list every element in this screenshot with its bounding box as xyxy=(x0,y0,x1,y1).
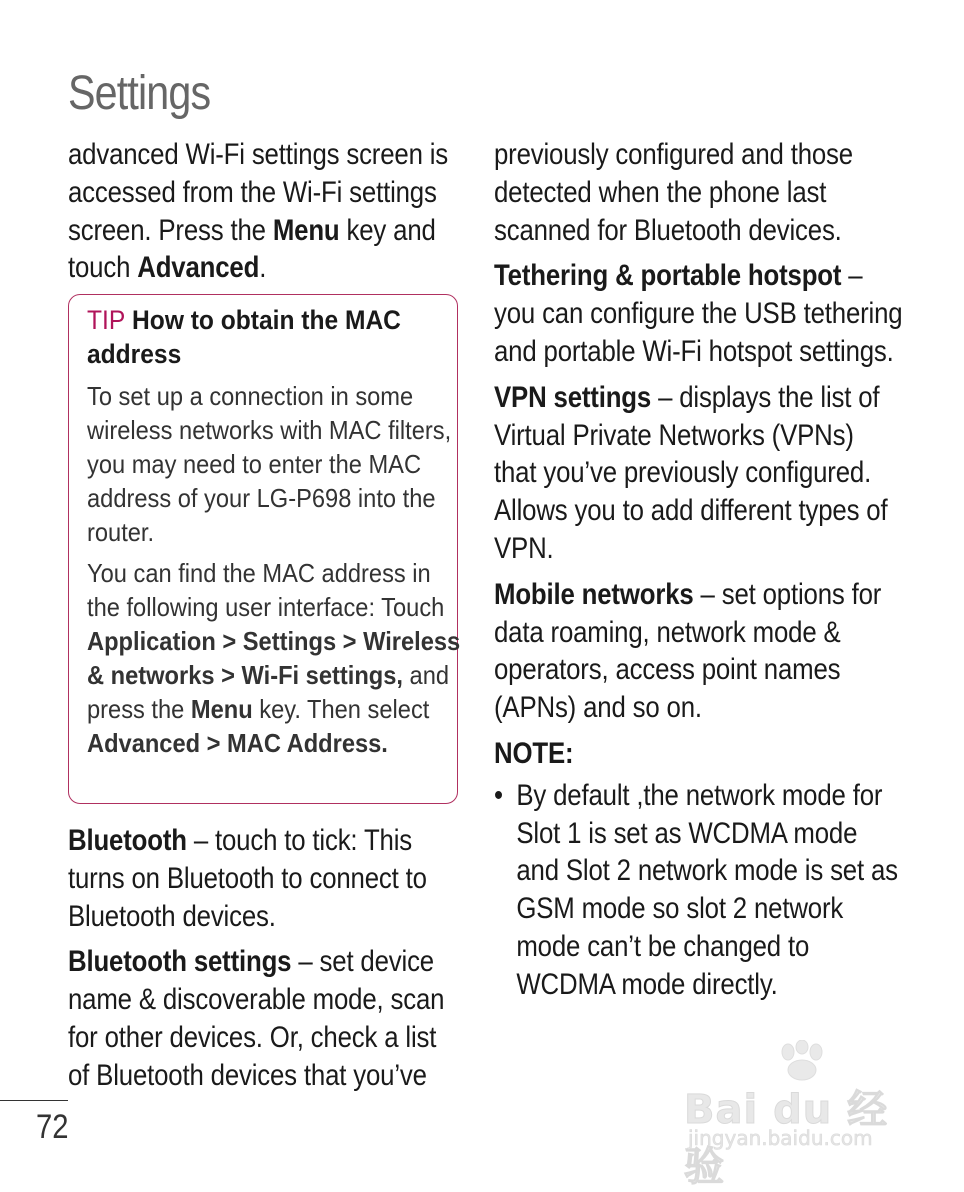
page-number: 72 xyxy=(36,1108,69,1146)
tip-box xyxy=(68,294,461,804)
tip-p2-pre: You can find the MAC address in the following user interface: Touch xyxy=(87,558,445,622)
menu-key-term: Menu xyxy=(272,213,340,247)
right-column xyxy=(494,136,904,1004)
tip-heading xyxy=(87,303,464,371)
bluetooth-settings-item xyxy=(68,943,463,1094)
vpn-term: VPN settings xyxy=(494,380,652,414)
watermark-brand: Bai du 经验 xyxy=(684,1087,889,1190)
tip-p2-mid2: key. Then select xyxy=(252,694,430,724)
intro-text-end: . xyxy=(259,251,267,285)
note-label-text: NOTE: xyxy=(494,736,574,770)
continued-paragraph: previously configured and those detected when the phone last scanned for Bluetooth devices. xyxy=(494,138,853,247)
tip-heading-text: How to obtain the MAC address xyxy=(87,305,401,369)
note-label xyxy=(494,735,903,773)
bluetooth-item xyxy=(68,822,463,935)
bluetooth-settings-desc: – set device name & discoverable mode, scan for other devices. Or, check a list of Bluetooth devices that you’ve xyxy=(68,945,445,1092)
note-text: By default ,the network mode for Slot 1 is set as WCDMA mode and Slot 2 network mode is set as GSM mode so slot 2 network mode can’t be changed to WCDMA mode directly. xyxy=(516,778,898,1001)
intro-paragraph xyxy=(68,136,463,287)
left-column xyxy=(68,136,464,295)
tip-p2-mid: and press the xyxy=(87,660,450,724)
left-column-bottom xyxy=(68,822,464,1103)
paw-icon xyxy=(774,1040,834,1082)
tip-settings-path: Application > Settings > Wireless & networks > Wi-Fi settings, xyxy=(87,626,461,690)
intro-text-mid: key and touch xyxy=(68,213,436,285)
advanced-term: Advanced xyxy=(137,251,260,285)
tethering-desc: – you can configure the USB tethering and portable Wi-Fi hotspot settings. xyxy=(494,259,903,368)
note-bullet-item xyxy=(494,777,903,1004)
mobile-networks-desc: – set options for data roaming, network mode & operators, access point names (APNs) and so on. xyxy=(494,577,882,725)
tip-mac-address-path: Advanced > MAC Address. xyxy=(87,728,388,758)
bluetooth-settings-term: Bluetooth settings xyxy=(68,945,292,979)
vpn-item xyxy=(494,379,903,568)
tethering-item xyxy=(494,257,903,370)
page-number-rule xyxy=(0,1100,68,1101)
bullet-icon: • xyxy=(494,778,503,812)
bluetooth-desc: – touch to tick: This turns on Bluetooth to connect to Bluetooth devices. xyxy=(68,824,427,933)
mobile-networks-item xyxy=(494,576,903,727)
tip-paragraph-2 xyxy=(87,556,464,760)
page-title: Settings xyxy=(68,67,211,120)
tip-paragraph-1: To set up a connection in some wireless networks with MAC filters, you may need to enter the MAC address of your LG-P698 into the router. xyxy=(87,381,452,547)
watermark-url: jingyan.baidu.com xyxy=(688,1126,873,1150)
mobile-networks-term: Mobile networks xyxy=(494,577,694,611)
intro-text: advanced Wi-Fi settings screen is accessed from the Wi-Fi settings screen. Press the xyxy=(68,138,449,247)
tip-menu-term: Menu xyxy=(190,694,253,724)
tethering-term: Tethering & portable hotspot xyxy=(494,259,842,293)
baidu-watermark xyxy=(684,1040,909,1190)
bluetooth-term: Bluetooth xyxy=(68,824,187,857)
vpn-desc: – displays the list of Virtual Private Networks (VPNs) that you’ve previously configured. Allows you to add different types of VPN. xyxy=(494,380,888,565)
tip-label: TIP xyxy=(87,305,126,335)
